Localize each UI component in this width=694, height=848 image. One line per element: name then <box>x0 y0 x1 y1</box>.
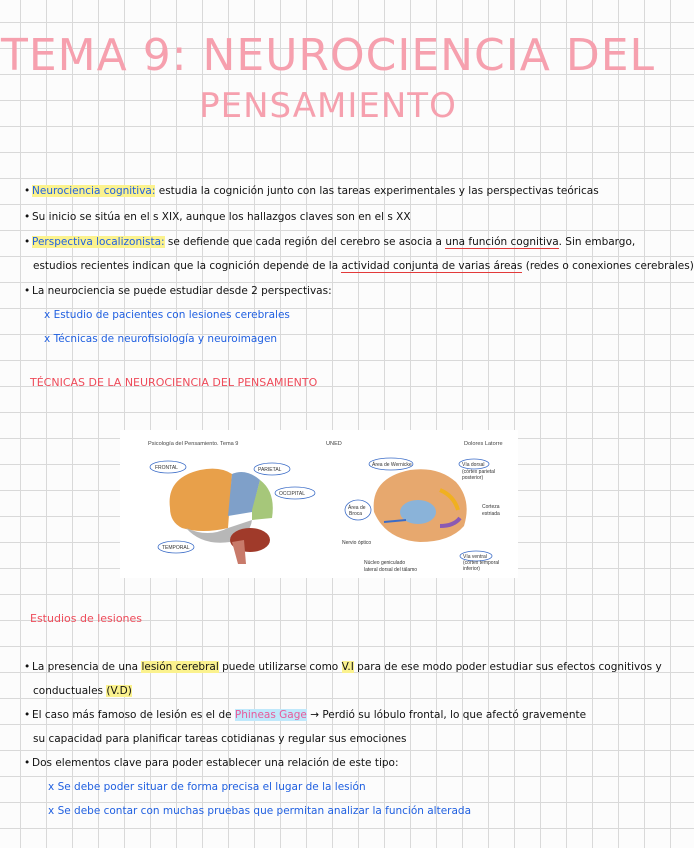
sub-bullet-text: Se debe contar con muchas pruebas que permitan analizar la función alterada <box>57 805 472 817</box>
sub-bullet-muchas-pruebas: x Se debe contar con muchas pruebas que permitan analizar la función alterada <box>48 805 472 817</box>
bullet-text: para de ese modo poder estudiar sus efectos cognitivos y <box>353 661 662 673</box>
label-corteza-2: estriada <box>482 511 500 517</box>
bullet-presencia-line2 <box>33 684 642 698</box>
bullet-phineas-line2 <box>33 732 642 746</box>
sub-bullet-pacientes: x Estudio de pacientes con lesiones cerebrales <box>44 309 290 321</box>
bullet-text: → Perdió su lóbulo frontal, lo que afectó gravemente <box>306 709 587 721</box>
bullet-perspectiva-localizonista: • Perspectiva localizonista: se defiende que cada región del cerebro se asocia a una función cognitiva. Sin embargo, <box>24 236 636 248</box>
label-parietal: PARIETAL <box>258 467 282 473</box>
underlined-actividad-conjunta: actividad conjunta de varias áreas <box>341 260 523 272</box>
highlight-vi: V.I <box>341 661 354 673</box>
label-via-dorsal-3: posterior) <box>462 475 484 481</box>
brain-figure-svg <box>120 430 518 578</box>
bullet-text: Su inicio se sitúa en el s XIX, aunque los hallazgos claves son en el s XX <box>32 211 411 223</box>
bullet-text: puede utilizarse como <box>218 661 342 673</box>
bullet-perspectivas: • La neurociencia se puede estudiar desde 2 perspectivas: <box>24 285 332 297</box>
bullet-perspectiva-line2 <box>33 259 694 273</box>
highlight-phineas-gage: Phineas Gage <box>234 709 307 721</box>
label-wernicke: Área de Wernicke <box>372 462 412 468</box>
label-nervio-optico: Nervio óptico <box>342 540 372 546</box>
label-via-dorsal-2: (córtex parietal <box>462 469 496 475</box>
term-neurociencia-cognitiva: Neurociencia cognitiva: <box>32 185 156 197</box>
bullet-text: Dos elementos clave para poder establecer una relación de este tipo: <box>32 757 399 769</box>
label-broca-2: Broca <box>349 511 363 517</box>
term-perspectiva-localizonista: Perspectiva localizonista: <box>32 236 165 248</box>
bullet-inicio: • Su inicio se sitúa en el s XIX, aunque los hallazgos claves son en el s XX <box>24 211 411 223</box>
underlined-una-funcion: una función cognitiva <box>445 236 559 248</box>
figure-header-left: Psicología del Pensamiento. Tema 9 <box>148 441 239 447</box>
sub-bullet-tecnicas: x Técnicas de neurofisiología y neuroimagen <box>44 333 278 345</box>
bullet-text: estudios recientes indican que la cognición depende de la <box>33 260 342 272</box>
bullet-text: El caso más famoso de lesión es el de <box>32 709 235 721</box>
bullet-text: . Sin embargo, <box>558 236 636 248</box>
figure-header-right: Dolores Latorre <box>464 441 503 447</box>
sub-bullet-text: Técnicas de neurofisiología y neuroimagen <box>53 333 278 345</box>
brain-figure <box>120 430 518 578</box>
right-brain-illustration <box>374 469 467 542</box>
label-occipital: OCCIPITAL <box>279 491 306 497</box>
bullet-text: conductuales <box>33 685 107 697</box>
bullet-text: se defiende que cada región del cerebro se asocia a <box>164 236 446 248</box>
figure-header-center: UNED <box>326 441 342 447</box>
label-via-ventral-1: Vía ventral <box>463 554 487 560</box>
label-nucleo-2: lateral dorsal del tálamo <box>364 567 418 573</box>
bullet-text: La presencia de una <box>32 661 142 673</box>
frontal-lobe <box>170 469 232 531</box>
label-via-dorsal-1: Vía dorsal <box>462 462 485 468</box>
sub-bullet-text: Se debe poder situar de forma precisa el lugar de la lesión <box>57 781 366 793</box>
sub-bullet-text: Estudio de pacientes con lesiones cerebrales <box>53 309 290 321</box>
highlight-vd: (V.D) <box>106 685 132 697</box>
bullet-phineas-gage: • El caso más famoso de lesión es el de Phineas Gage → Perdió su lóbulo frontal, lo que afectó gravemente <box>24 709 587 721</box>
label-temporal: TEMPORAL <box>162 545 190 551</box>
section-title-lesiones: Estudios de lesiones <box>30 612 143 625</box>
label-broca-1: Área de <box>348 505 366 511</box>
brainstem <box>232 540 246 564</box>
bullet-neurociencia-cognitiva: • Neurociencia cognitiva: estudia la cognición junto con las tareas experimentales y las perspectivas teóricas <box>24 185 599 197</box>
label-via-ventral-3: inferior) <box>463 566 480 572</box>
bullet-text: (redes o conexiones cerebrales) <box>522 260 694 272</box>
bullet-presencia-lesion: • La presencia de una lesión cerebral puede utilizarse como V.I para de ese modo poder estudiar sus efectos cognitivos y <box>24 661 662 673</box>
title-line-1: TEMA 9: NEUROCIENCIA DEL <box>0 30 656 81</box>
bullet-text: estudia la cognición junto con las tareas experimentales y las perspectivas teóricas <box>155 185 599 197</box>
bullet-text: La neurociencia se puede estudiar desde 2 perspectivas: <box>32 285 332 297</box>
label-via-ventral-2: (córtex temporal <box>463 560 500 566</box>
bullet-elementos-clave: • Dos elementos clave para poder establecer una relación de este tipo: <box>24 757 399 769</box>
sub-bullet-situar-lesion: x Se debe poder situar de forma precisa el lugar de la lesión <box>48 781 366 793</box>
title-line-2: PENSAMIENTO <box>199 86 457 126</box>
label-frontal: FRONTAL <box>155 465 178 471</box>
bullet-text: su capacidad para planificar tareas cotidianas y regular sus emociones <box>33 733 407 745</box>
label-nucleo-1: Núcleo geniculado <box>364 560 406 566</box>
highlight-lesion-cerebral: lesión cerebral <box>141 661 219 673</box>
label-corteza-1: Corteza <box>482 504 500 510</box>
section-title-tecnicas: TÉCNICAS DE LA NEUROCIENCIA DEL PENSAMIENTO <box>30 376 318 389</box>
